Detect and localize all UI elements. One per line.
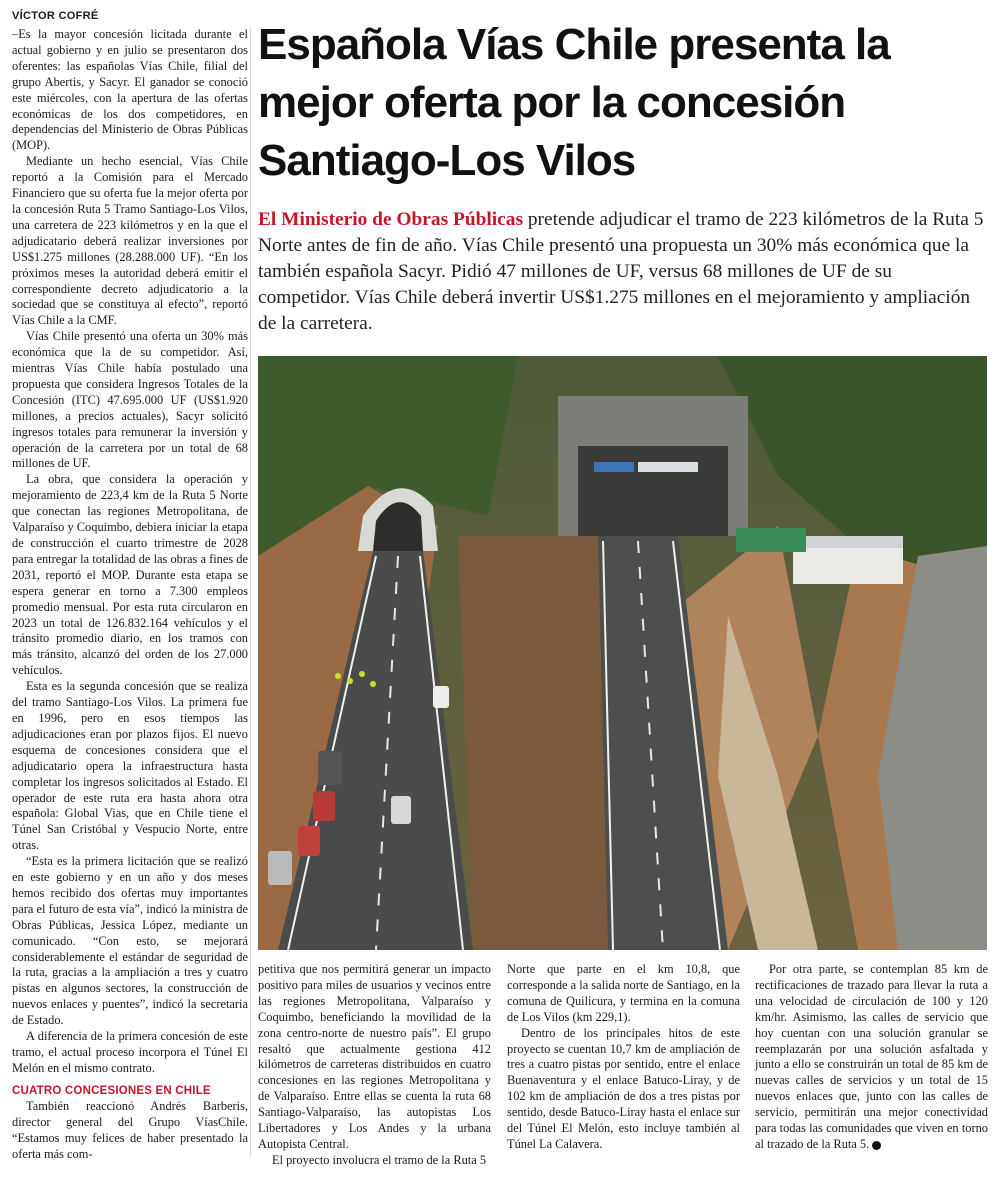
paragraph: También reaccionó Andrés Barberis, director general del Grupo VíasChile. “Estamos muy felices de haber presentado la oferta más com-: [12, 1098, 248, 1161]
byline: VÍCTOR COFRÉ: [12, 10, 99, 22]
paragraph: Norte que parte en el km 10,8, que corresponde a la salida norte de Santiago, en la comuna de Quilicura, y termina en la comuna de Los Vilos (km 229,1).: [507, 962, 740, 1024]
paragraph: Mediante un hecho esencial, Vías Chile reportó a la Comisión para el Mercado Financiero que su oferta fue la mejor oferta por la concesión Ruta 5 Tramo Santiago-Los Vilos, una carretera de 223 kilómetros y en la que el adjudicatario deberá realizar inversiones por US$1.275 millones (28.288.000 UF). “En los próximos meses la autoridad deberá emitir el correspondiente decreto adjudicatorio a la sociedad que se constituya al efecto”, reportó Vías Chile a la CMF.: [12, 154, 248, 328]
article-column-3: [507, 962, 740, 1153]
paragraph: La obra, que considera la operación y mejoramiento de 223,4 km de la Ruta 5 Norte que conectan las regiones Metropolitana, de Valparaíso y Coquimbo, debiera iniciar la etapa de construcción el cuarto trimestre de 2028 para entregar la totalidad de las obras a fines de 2031, reportó el MOP. Durante esta etapa se espera generar en torno a 7.300 empleos promedio mensual. Por esta ruta circularon en 2023 un total de 126.832.164 vehículos y el tránsito promedio diario, en los tramos con más tránsito, alcanzó del orden de los 27.000 vehículos.: [12, 472, 248, 678]
article-column-4: [755, 962, 988, 1153]
paragraph: El proyecto involucra el tramo de la Ruta 5: [272, 1152, 487, 1167]
paragraph: A diferencia de la primera concesión de este tramo, el actual proceso incorpora el Túnel El Melón en el mismo contrato.: [12, 1029, 248, 1075]
paragraph: petitiva que nos permitirá generar un impacto positivo para miles de usuarios y vecinos entre las regiones Metropolitana, Valparaíso y Coquimbo, beneficiando la movilidad de la zona centro-norte de nuestro país”. El grupo resaltó que actualmente gestiona 412 kilómetros de carreteras distribuidos en cuatro concesiones en las regiones Metropolitana y de Valparaíso. Entre ellas se cuenta la ruta 68 Santiago-Valparaíso, las autopistas Los Libertadores y Los Andes y la urbana Autopista Central.: [258, 962, 491, 1151]
article-column-1: [12, 27, 248, 1162]
end-of-article-icon: [872, 1141, 881, 1150]
paragraph: Vías Chile presentó una oferta un 30% más económica que la de su competidor. Así, mientras Vías Chile había postulado una propuesta que considera Ingresos Totales de la Concesión (ITC) 47.695.000 UF (US$1.920 millones, a precios actuales), Sacyr solicitó ingresos totales para remunerar la inversión y operación de la carretera por un total de 68 millones de UF.: [12, 329, 248, 471]
highway-tunnel-photo: [258, 356, 987, 950]
paragraph: –Es la mayor concesión licitada durante el actual gobierno y en julio se presentaron dos oferentes: las españolas Vías Chile, filial del grupo Abertis, y Sacyr. El ganador se conoció este miércoles, con la apertura de las ofertas económicas de los dos competidores, en dependencias del Ministerio de Obras Públicas (MOP).: [12, 27, 248, 153]
paragraph: Esta es la segunda concesión que se realiza del tramo Santiago-Los Vilos. La primera fue en 1996, pero en esos tiempos las adjudicaciones eran por plazos fijos. El nuevo esquema de concesiones considera que el adjudicatario opera la infraestructura hasta completar los ingresos solicitados al Estado. El operador de este ruta era hasta ahora otra española: Global Vias, que en Chile tiene el Túnel San Cristóbal y Vespucio Norte, entre otras.: [12, 679, 248, 853]
headline: Española Vías Chile presenta la mejor oferta por la concesión Santiago-Los Vilos: [258, 20, 890, 185]
article-column-2: [258, 962, 491, 1169]
deck: [258, 207, 986, 337]
paragraph: “Esta es la primera licitación que se realizó en este gobierno y en un año y dos meses hemos recibido dos ofertas muy importantes para el futuro de esta vía”, indicó la ministra de Obras Públicas, Jessica López, mediante un comunicado. “Con esto, se mejorará considerablemente el estándar de seguridad de la ruta, gracias a la ampliación a tres y cuatro pistas en algunos sectores, la construcción de nuevos enlaces y puentes”, indicó la secretaria de Estado.: [12, 854, 248, 1028]
paragraph: Dentro de los principales hitos de este proyecto se cuentan 10,7 km de ampliación de tres a cuatro pistas por sentido, entre el enlace Buenaventura y el enlace Batuco-Liray, y de 102 km de ampliación de dos a tres pistas por sentido, desde Batuco-Liray hasta el enlace sur del Túnel El Melón, esto incluye también al Túnel La Calavera.: [507, 1025, 740, 1151]
paragraph: [755, 962, 988, 1153]
column-divider: [250, 27, 251, 1157]
paragraph-text: Por otra parte, se contemplan 85 km de rectificaciones de trazado para llevar la ruta a una velocidad de circulación de 100 y 120 km/hr. Asimismo, las calles de servicio que hoy cuentan con una solución granular se reemplazarán por una solución asfaltada y junto a ello se construirán un total de 85 km de nuevas calles de servicios y un total de 15 nuevos enlaces que, junto con las calles de servicio, permitirán una mejor conectividad para todas las comunidades que viven en torno al trazado de la Ruta 5.: [755, 962, 988, 1151]
deck-lead: El Ministerio de Obras Públicas: [258, 209, 524, 230]
section-subhead: CUATRO CONCESIONES EN CHILE: [12, 1084, 211, 1097]
deck-text: pretende adjudicar el tramo de 223 kilómetros de la Ruta 5 Norte antes de fin de año. Vías Chile presentó una propuesta un 30% más económica que la también española Sacyr. Pidió 47 millones de UF, versus 68 millones de UF de su competidor. Vías Chile deberá invertir US$1.275 millones en el mejoramiento y ampliación de la carretera.: [258, 209, 984, 334]
